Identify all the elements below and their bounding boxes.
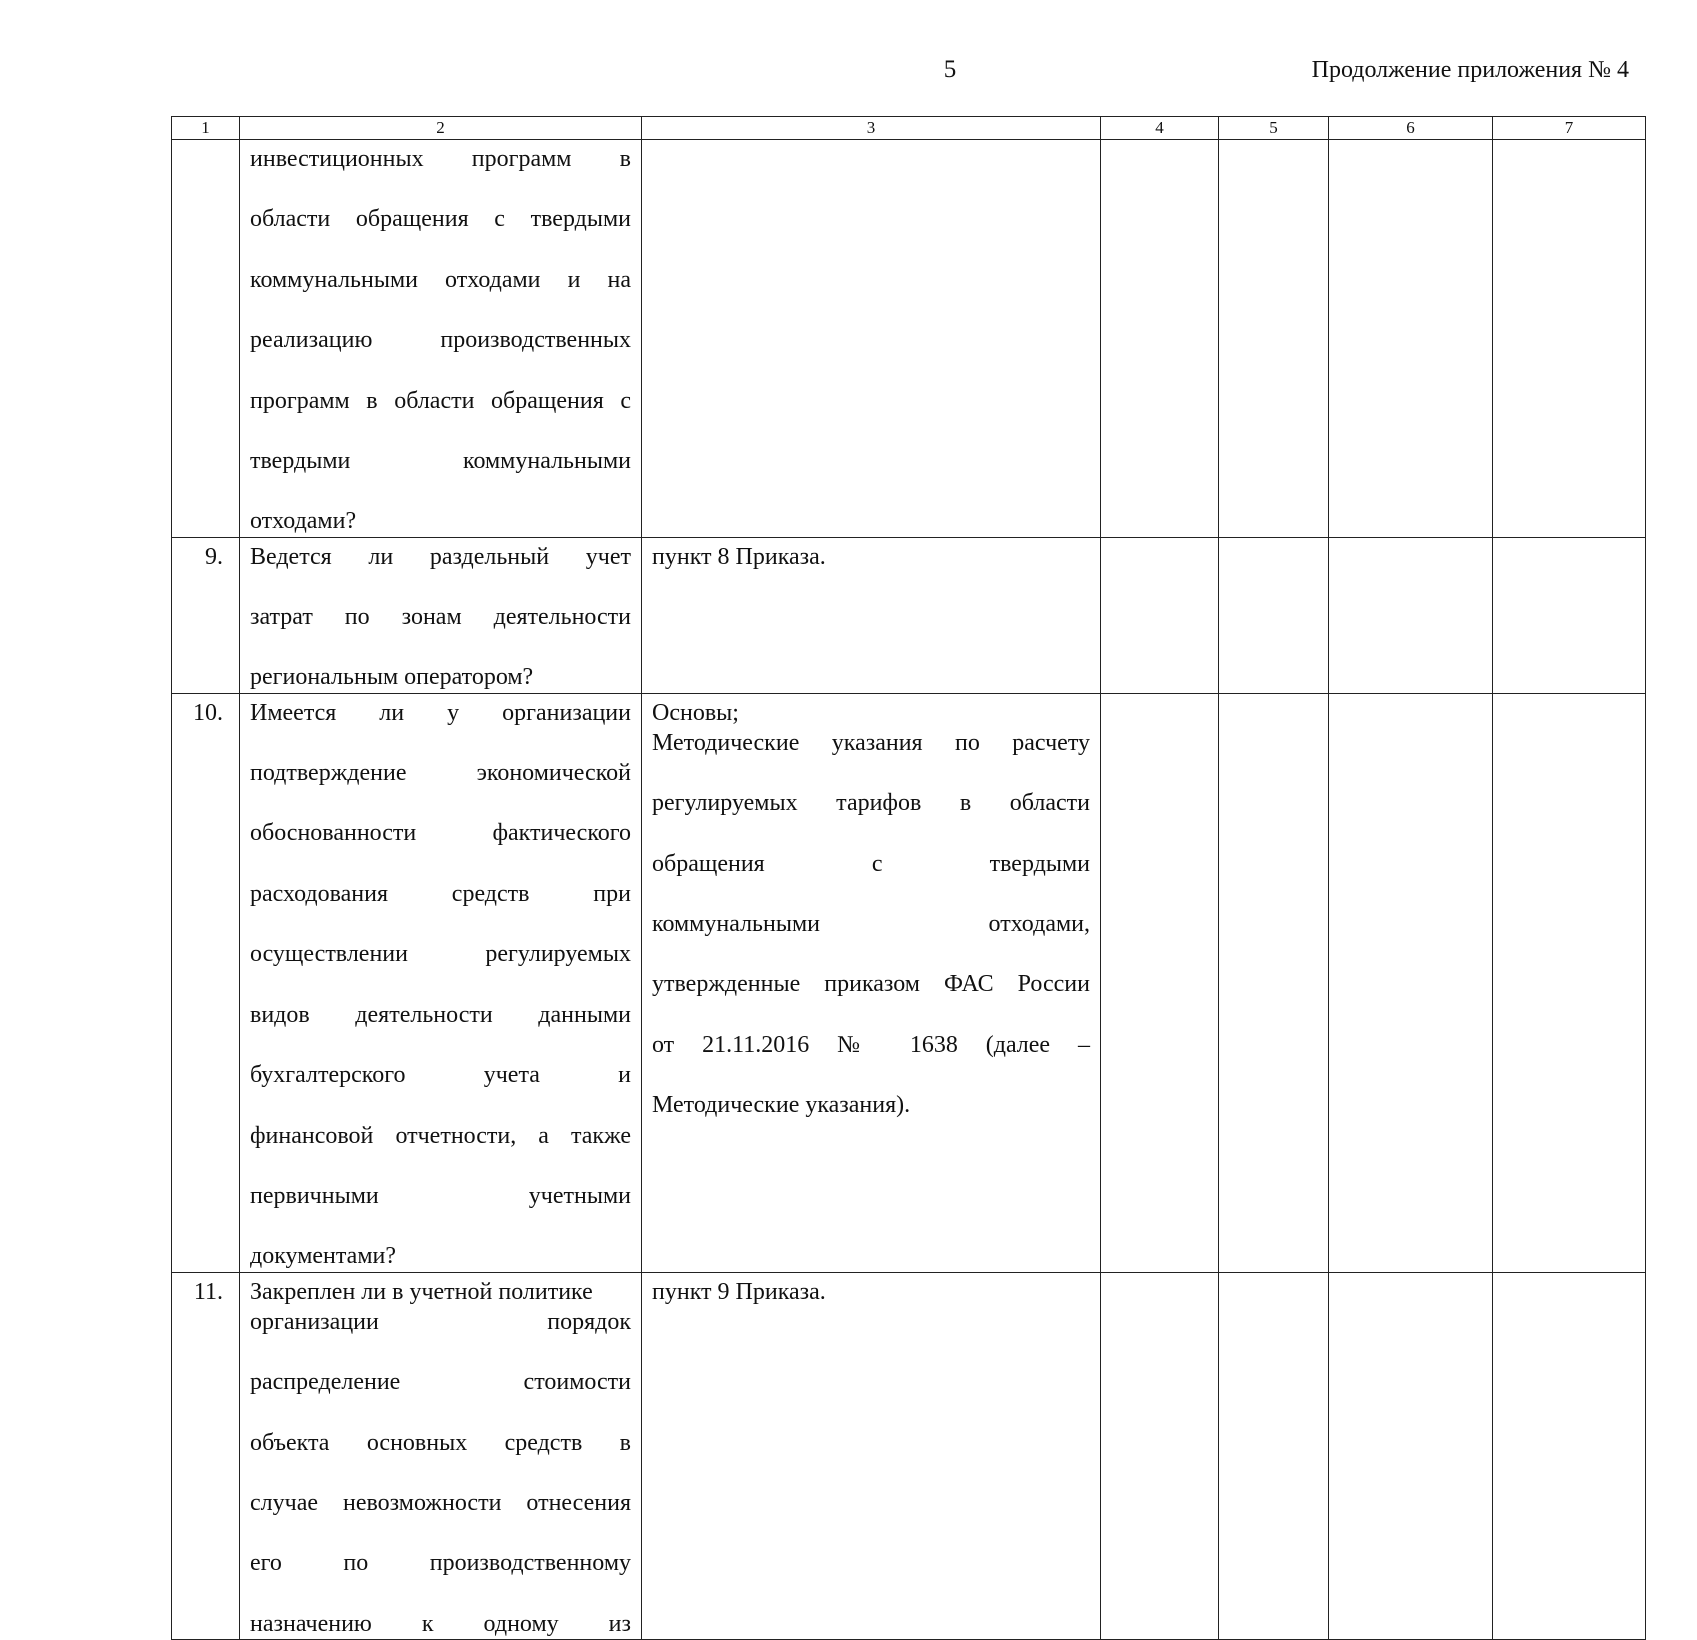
basis-line: пункт 8 Приказа. xyxy=(652,543,826,570)
empty-cell xyxy=(1329,140,1493,538)
question-line: Закреплен ли в учетной политике xyxy=(250,1278,593,1305)
empty-cell xyxy=(1329,537,1493,693)
page-number: 5 xyxy=(943,56,957,83)
question-line: бухгалтерского учета и xyxy=(250,1062,631,1089)
basis-cell xyxy=(642,1272,1101,1639)
empty-cell xyxy=(1219,1272,1329,1639)
question-line: его по производственному xyxy=(250,1550,631,1577)
basis-cell xyxy=(642,693,1101,1272)
column-header: 2 xyxy=(240,117,642,140)
empty-cell xyxy=(1329,693,1493,1272)
question-line: инвестиционных программ в xyxy=(250,146,631,172)
question-line: региональным оператором? xyxy=(250,664,534,691)
table-row xyxy=(172,140,1646,538)
empty-cell xyxy=(1101,1272,1219,1639)
question-cell xyxy=(240,140,642,538)
question-line: видов деятельности данными xyxy=(250,1001,631,1028)
appendix-continuation-note: Продолжение приложения № 4 xyxy=(1311,57,1629,83)
basis-line: Основы; xyxy=(652,699,739,726)
question-line: расходования средств при xyxy=(250,880,631,907)
empty-cell xyxy=(1493,140,1646,538)
row-number xyxy=(172,140,240,538)
basis-line: утвержденные приказом ФАС России xyxy=(652,971,1090,998)
question-line: первичными учетными xyxy=(250,1182,631,1209)
empty-cell xyxy=(1493,693,1646,1272)
empty-cell xyxy=(1493,1272,1646,1639)
question-line: отходами? xyxy=(250,508,357,535)
question-line: организации порядок xyxy=(250,1308,631,1335)
column-header: 4 xyxy=(1101,117,1219,140)
column-header: 3 xyxy=(642,117,1101,140)
empty-cell xyxy=(1329,1272,1493,1639)
question-cell xyxy=(240,693,642,1272)
empty-cell xyxy=(1101,140,1219,538)
question-line: подтверждение экономической xyxy=(250,760,631,787)
question-cell xyxy=(240,1272,642,1639)
question-line: коммунальными отходами и на xyxy=(250,266,631,293)
table-row xyxy=(172,693,1646,1272)
empty-cell xyxy=(1219,537,1329,693)
column-header: 1 xyxy=(172,117,240,140)
empty-cell xyxy=(1219,693,1329,1272)
question-line: документами? xyxy=(250,1243,397,1270)
question-line: назначению к одному из xyxy=(250,1610,631,1637)
question-line: финансовой отчетности, а также xyxy=(250,1122,631,1149)
basis-line: Методические указания по расчету xyxy=(652,729,1090,756)
question-line: области обращения с твердыми xyxy=(250,206,631,233)
question-line: реализацию производственных xyxy=(250,327,631,354)
table-row xyxy=(172,1272,1646,1639)
table-row xyxy=(172,537,1646,693)
checklist-table xyxy=(171,116,1646,1640)
question-line: Ведется ли раздельный учет xyxy=(250,543,631,570)
empty-cell xyxy=(1219,140,1329,538)
question-line: Имеется ли у организации xyxy=(250,699,631,726)
basis-line: пункт 9 Приказа. xyxy=(652,1278,826,1305)
basis-cell xyxy=(642,140,1101,538)
question-line: распределение стоимости xyxy=(250,1369,631,1396)
basis-line: обращения с твердыми xyxy=(652,850,1090,877)
question-line: случае невозможности отнесения xyxy=(250,1489,631,1516)
row-number: 10. xyxy=(172,693,240,1272)
question-cell xyxy=(240,537,642,693)
basis-line: регулируемых тарифов в области xyxy=(652,790,1090,817)
column-header: 6 xyxy=(1329,117,1493,140)
question-line: обоснованности фактического xyxy=(250,820,631,847)
question-line: осуществлении регулируемых xyxy=(250,941,631,968)
empty-cell xyxy=(1101,693,1219,1272)
empty-cell xyxy=(1493,537,1646,693)
column-header: 7 xyxy=(1493,117,1646,140)
basis-line: от 21.11.2016 № 1638 (далее – xyxy=(652,1031,1090,1058)
column-header: 5 xyxy=(1219,117,1329,140)
question-line: объекта основных средств в xyxy=(250,1429,631,1456)
question-line: затрат по зонам деятельности xyxy=(250,604,631,631)
question-line: программ в области обращения с xyxy=(250,387,631,414)
empty-cell xyxy=(1101,537,1219,693)
column-number-row xyxy=(172,117,1646,140)
question-line: твердыми коммунальными xyxy=(250,448,631,475)
basis-cell xyxy=(642,537,1101,693)
basis-line: Методические указания). xyxy=(652,1092,911,1119)
row-number: 11. xyxy=(172,1272,240,1639)
basis-line: коммунальными отходами, xyxy=(652,911,1090,938)
row-number: 9. xyxy=(172,537,240,693)
